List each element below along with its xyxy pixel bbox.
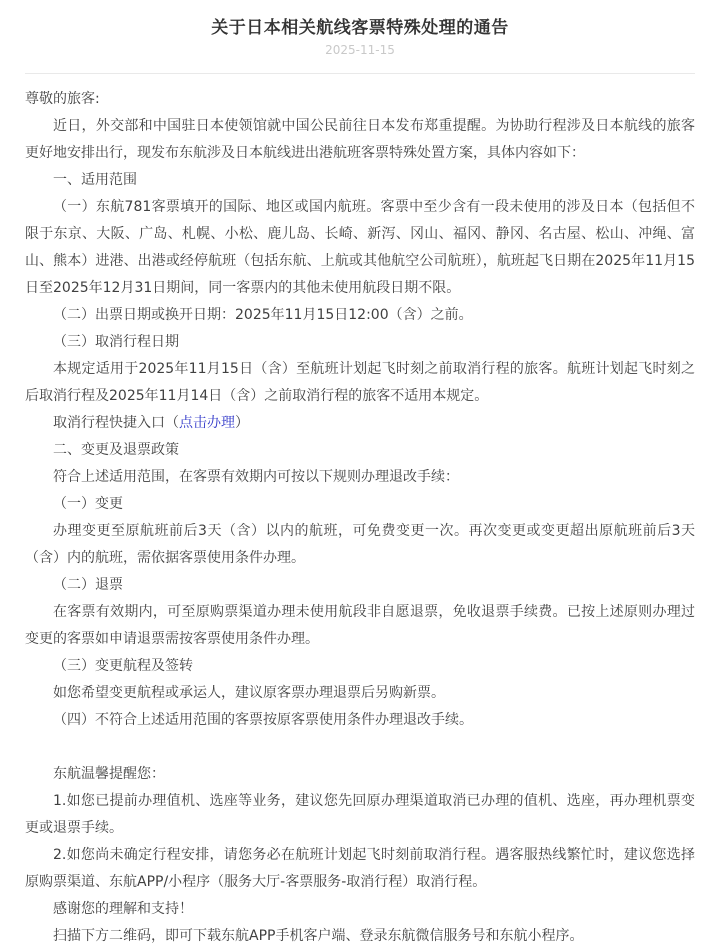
page-title: 关于日本相关航线客票特殊处理的通告 — [211, 18, 509, 38]
section-2-item-1-body: 办理变更至原航班前后3天（含）以内的航班，可免费变更一次。再次变更或变更超出原航班前后3天（含）内的航班，需依据客票使用条件办理。 — [25, 523, 695, 566]
section-1-item-1: （一）东航781客票填开的国际、地区或国内航班。客票中至少含有一段未使用的涉及日本（包括但不限于东京、大阪、广岛、札幌、小松、鹿儿岛、长崎、新泻、冈山、福冈、静冈、名古屋、松山、冲绳、富山、熊本）进港、出港或经停航班（包括东航、上航或其他航空公司航班），航班起飞日期在2025年11月15日至2025年12月31日期间，同一客票内的其他未使用航段日期不限。 — [25, 199, 695, 296]
section-2-item-1-heading: （一）变更 — [53, 496, 123, 512]
intro-paragraph: 近日，外交部和中国驻日本使领馆就中国公民前往日本发布郑重提醒。为协助行程涉及日本航线的旅客更好地安排出行，现发布东航涉及日本航线进出港航班客票特殊处置方案，具体内容如下： — [25, 118, 695, 161]
section-1-heading: 一、适用范围 — [53, 172, 137, 188]
reminder-heading: 东航温馨提醒您： — [53, 766, 165, 782]
section-1-item-3-heading: （三）取消行程日期 — [53, 334, 179, 350]
qr-code-note: 扫描下方二维码，即可下载东航APP手机客户端、登录东航微信服务号和东航小程序。 — [53, 928, 584, 944]
header-divider — [25, 73, 695, 74]
cancel-shortcut-prefix: 取消行程快捷入口（ — [53, 415, 179, 431]
thanks-line: 感谢您的理解和支持！ — [53, 901, 193, 917]
section-1-item-2: （二）出票日期或换开日期：2025年11月15日12:00（含）之前。 — [53, 307, 473, 323]
section-2-item-2-body: 在客票有效期内，可至原购票渠道办理未使用航段非自愿退票，免收退票手续费。已按上述原则办理过变更的客票如申请退票需按客票使用条件办理。 — [25, 604, 695, 647]
publish-date: 2025-11-15 — [325, 43, 395, 57]
document-body — [25, 86, 695, 950]
salutation: 尊敬的旅客: — [25, 91, 100, 107]
blank-line — [25, 734, 695, 761]
cancel-shortcut-suffix: ） — [235, 415, 249, 431]
reminder-item-1: 1.如您已提前办理值机、选座等业务，建议您先回原办理渠道取消已办理的值机、选座，再办理机票变更或退票手续。 — [25, 793, 695, 836]
section-2-item-3-body: 如您希望变更航程或承运人，建议原客票办理退票后另购新票。 — [53, 685, 445, 701]
section-2-item-4: （四）不符合上述适用范围的客票按原客票使用条件办理退改手续。 — [53, 712, 473, 728]
section-2-intro: 符合上述适用范围，在客票有效期内可按以下规则办理退改手续： — [53, 469, 459, 485]
cancel-shortcut-line — [25, 410, 695, 437]
cancel-trip-link[interactable]: 点击办理 — [179, 415, 235, 431]
reminder-item-2: 2.如您尚未确定行程安排，请您务必在航班计划起飞时刻前取消行程。遇客服热线繁忙时，建议您选择原购票渠道、东航APP/小程序（服务大厅-客票服务-取消行程）取消行程。 — [25, 847, 695, 890]
section-1-item-3-body: 本规定适用于2025年11月15日（含）至航班计划起飞时刻之前取消行程的旅客。航班计划起飞时刻之后取消行程及2025年11月14日（含）之前取消行程的旅客不适用本规定。 — [25, 361, 695, 404]
section-2-item-3-heading: （三）变更航程及签转 — [53, 658, 193, 674]
section-2-heading: 二、变更及退票政策 — [53, 442, 179, 458]
section-2-item-2-heading: （二）退票 — [53, 577, 123, 593]
